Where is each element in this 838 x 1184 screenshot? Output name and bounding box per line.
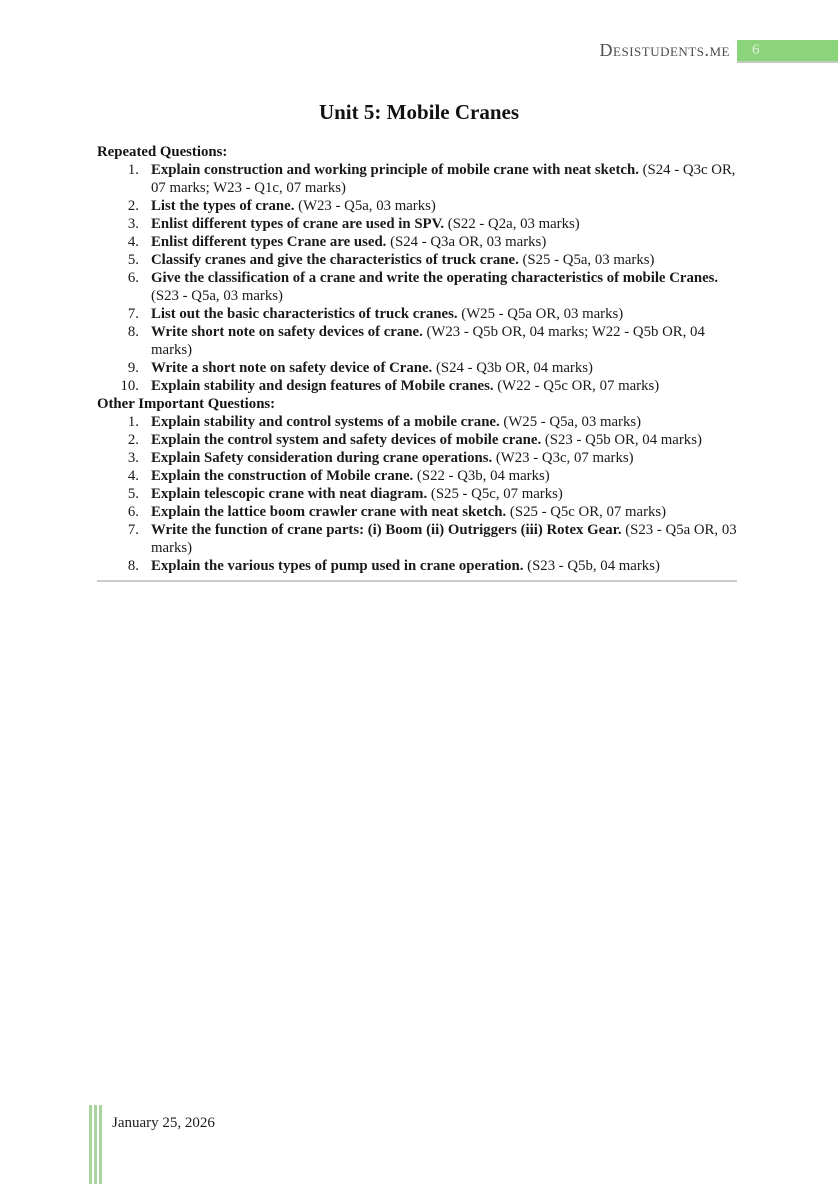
repeated-questions-list xyxy=(97,161,741,395)
question-text: List out the basic characteristics of truck cranes. xyxy=(151,306,458,322)
question-text: Explain the control system and safety devices of mobile crane. xyxy=(151,432,542,448)
question-ref: (S22 - Q2a, 03 marks) xyxy=(447,216,580,232)
page-number-badge xyxy=(737,40,838,63)
section-heading-repeated: Repeated Questions: xyxy=(97,144,228,160)
question-text: Write short note on safety devices of crane. xyxy=(151,324,423,340)
question-item xyxy=(97,431,741,449)
question-ref: (S23 - Q5b OR, 04 marks) xyxy=(544,432,702,448)
page-title: Unit 5: Mobile Cranes xyxy=(318,100,520,124)
question-text: Enlist different types of crane are used in SPV. xyxy=(151,216,445,232)
question-text: Explain telescopic crane with neat diagram. xyxy=(151,486,428,502)
question-text: Explain the construction of Mobile crane. xyxy=(151,468,414,484)
document-body xyxy=(97,143,741,575)
question-text: Explain the lattice boom crawler crane with neat sketch. xyxy=(151,504,507,520)
section-heading-other: Other Important Questions: xyxy=(97,396,276,412)
question-text: Explain construction and working principle of mobile crane with neat sketch. xyxy=(151,162,639,178)
question-ref: (S23 - Q5a, 03 marks) xyxy=(151,288,283,304)
question-ref: (W23 - Q5b OR, 04 marks; W22 - Q5b OR, 04 marks) xyxy=(151,324,705,358)
question-item xyxy=(97,305,741,323)
question-ref: (S24 - Q3b OR, 04 marks) xyxy=(435,360,593,376)
question-text: Classify cranes and give the characteristics of truck crane. xyxy=(151,252,519,268)
question-item xyxy=(97,467,741,485)
question-ref: (W23 - Q3c, 07 marks) xyxy=(495,450,634,466)
page-number: 6 xyxy=(752,42,760,58)
section-divider xyxy=(97,580,737,582)
question-item xyxy=(97,161,741,197)
other-questions-list xyxy=(97,413,741,575)
question-text: Explain the various types of pump used in crane operation. xyxy=(151,558,524,574)
question-item xyxy=(97,485,741,503)
question-text: Write the function of crane parts: (i) Boom (ii) Outriggers (iii) Rotex Gear. xyxy=(151,522,622,538)
question-item xyxy=(97,359,741,377)
question-item xyxy=(97,215,741,233)
question-item xyxy=(97,251,741,269)
question-item xyxy=(97,503,741,521)
question-item xyxy=(97,377,741,395)
question-ref: (S25 - Q5c, 07 marks) xyxy=(430,486,563,502)
question-ref: (S25 - Q5a, 03 marks) xyxy=(522,252,655,268)
footer-date: January 25, 2026 xyxy=(112,1115,215,1131)
site-name: Desistudents.me xyxy=(599,40,730,60)
question-item xyxy=(97,521,741,557)
question-item xyxy=(97,449,741,467)
question-text: Give the classification of a crane and write the operating characteristics of mobile Cranes. xyxy=(151,270,719,286)
question-ref: (W25 - Q5a, 03 marks) xyxy=(503,414,642,430)
question-ref: (S23 - Q5b, 04 marks) xyxy=(527,558,660,574)
footer-stripes-decoration xyxy=(89,1105,102,1184)
question-text: List the types of crane. xyxy=(151,198,295,214)
question-ref: (S24 - Q3a OR, 03 marks) xyxy=(390,234,547,250)
question-text: Explain Safety consideration during crane operations. xyxy=(151,450,493,466)
question-item xyxy=(97,323,741,359)
question-ref: (W25 - Q5a OR, 03 marks) xyxy=(461,306,624,322)
question-item xyxy=(97,233,741,251)
question-ref: (S22 - Q3b, 04 marks) xyxy=(416,468,550,484)
question-ref: (S24 - Q3c OR, 07 marks; W23 - Q1c, 07 marks) xyxy=(151,162,736,196)
question-text: Write a short note on safety device of Crane. xyxy=(151,360,433,376)
question-text: Explain stability and control systems of a mobile crane. xyxy=(151,414,500,430)
question-text: Enlist different types Crane are used. xyxy=(151,234,387,250)
question-ref: (S23 - Q5a OR, 03 marks) xyxy=(151,522,737,556)
question-item xyxy=(97,269,741,305)
question-ref: (W23 - Q5a, 03 marks) xyxy=(298,198,436,214)
question-ref: (S25 - Q5c OR, 07 marks) xyxy=(509,504,667,520)
question-item xyxy=(97,413,741,431)
question-item xyxy=(97,557,741,575)
question-text: Explain stability and design features of Mobile cranes. xyxy=(151,378,494,394)
question-item xyxy=(97,197,741,215)
question-ref: (W22 - Q5c OR, 07 marks) xyxy=(497,378,660,394)
